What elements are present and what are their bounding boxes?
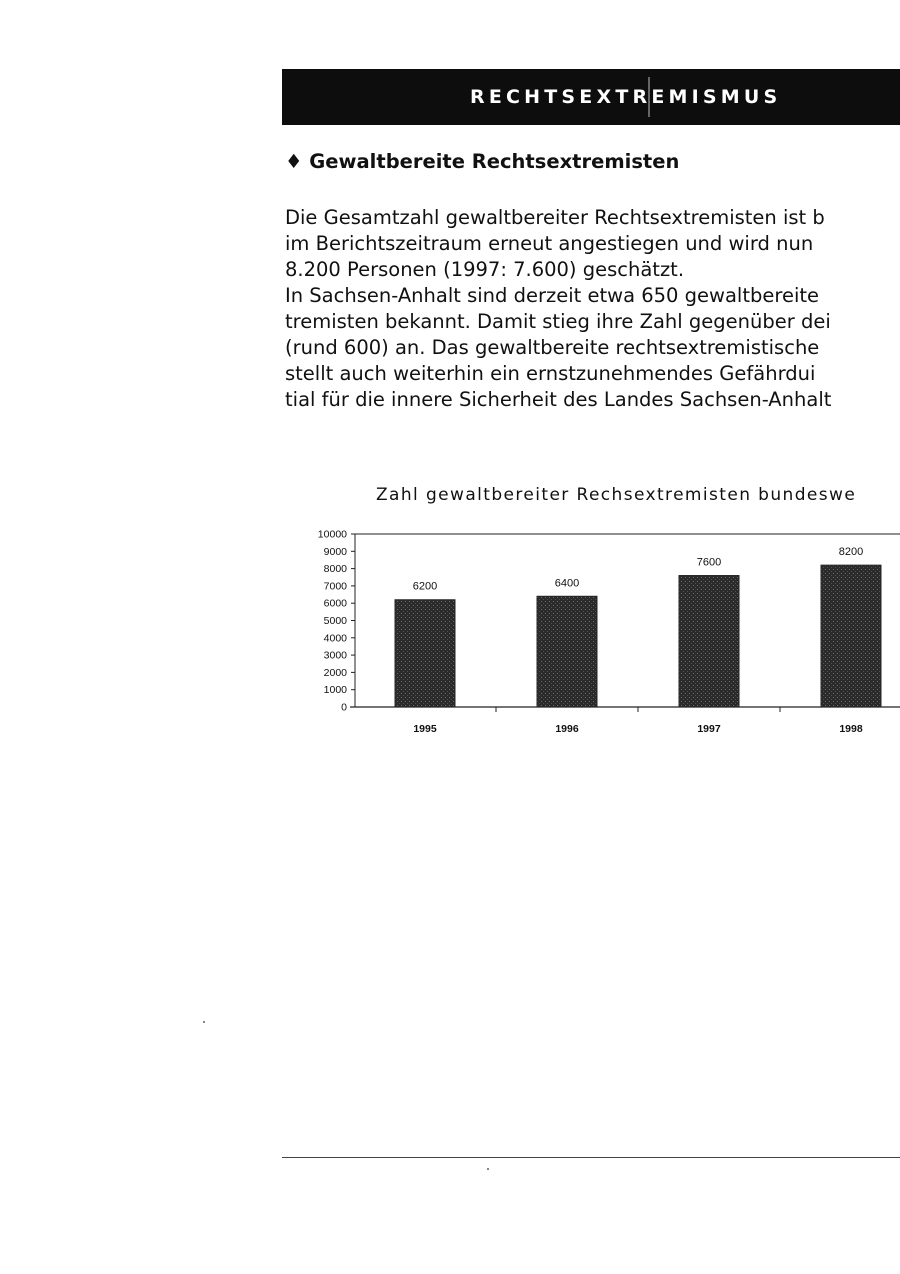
bar-value-label: 6200 [412, 580, 438, 593]
paragraph-line: tial für die innere Sicherheit des Landes Sachsen-Anhalt [285, 388, 832, 411]
y-tick-label: 9000 [323, 545, 347, 558]
y-tick-label: 0 [341, 701, 347, 714]
bar-value-label: 6400 [554, 577, 580, 590]
bar-1996 [537, 596, 597, 707]
bar-chart [0, 520, 900, 750]
y-tick-label: 3000 [323, 649, 347, 662]
y-tick-label: 5000 [323, 615, 347, 627]
section-heading-text: Gewaltbereite Rechtsextremisten [309, 150, 680, 173]
bar-value-label: 7600 [696, 556, 722, 569]
x-category-label: 1996 [555, 723, 579, 735]
y-tick-label: 7000 [323, 580, 347, 593]
paragraph-line: 8.200 Personen (1997: 7.600) geschätzt. [285, 258, 685, 281]
y-tick-label: 1000 [323, 684, 347, 697]
bar-value-label: 8200 [838, 546, 864, 559]
y-tick-label: 10000 [317, 528, 347, 541]
paragraph-line: stellt auch weiterhin ein ernstzunehmendes Gefährdui [285, 362, 816, 385]
paragraph-line: Die Gesamtzahl gewaltbereiter Rechtsextremisten ist b [285, 206, 825, 229]
bar-1998 [821, 565, 881, 707]
section-header-title: RECHTSEXTREMISMUS [470, 86, 782, 108]
footer-rule [282, 1157, 900, 1158]
bar-1997 [679, 576, 739, 707]
section-heading [285, 150, 679, 173]
paragraph-line: (rund 600) an. Das gewaltbereite rechtsextremistische [285, 336, 820, 359]
body-paragraph [285, 205, 900, 413]
y-tick-label: 6000 [323, 597, 347, 610]
x-category-label: 1997 [697, 723, 721, 735]
bar-1995 [395, 600, 455, 707]
scan-speck [203, 1021, 205, 1023]
y-tick-label: 8000 [323, 563, 347, 576]
x-category-label: 1995 [413, 723, 437, 735]
paragraph-line: im Berichtszeitraum erneut angestiegen und wird nun [285, 232, 814, 255]
paragraph-line: tremisten bekannt. Damit stieg ihre Zahl gegenüber dei [285, 310, 831, 333]
paragraph-line: In Sachsen-Anhalt sind derzeit etwa 650 gewaltbereite [285, 284, 820, 307]
scan-speck [487, 1168, 489, 1170]
diamond-bullet-icon: ♦ [285, 150, 303, 173]
chart-title: Zahl gewaltbereiter Rechsextremisten bundeswe [376, 485, 857, 505]
y-tick-label: 2000 [323, 666, 347, 679]
y-tick-label: 4000 [323, 632, 347, 645]
x-category-label: 1998 [839, 723, 863, 735]
